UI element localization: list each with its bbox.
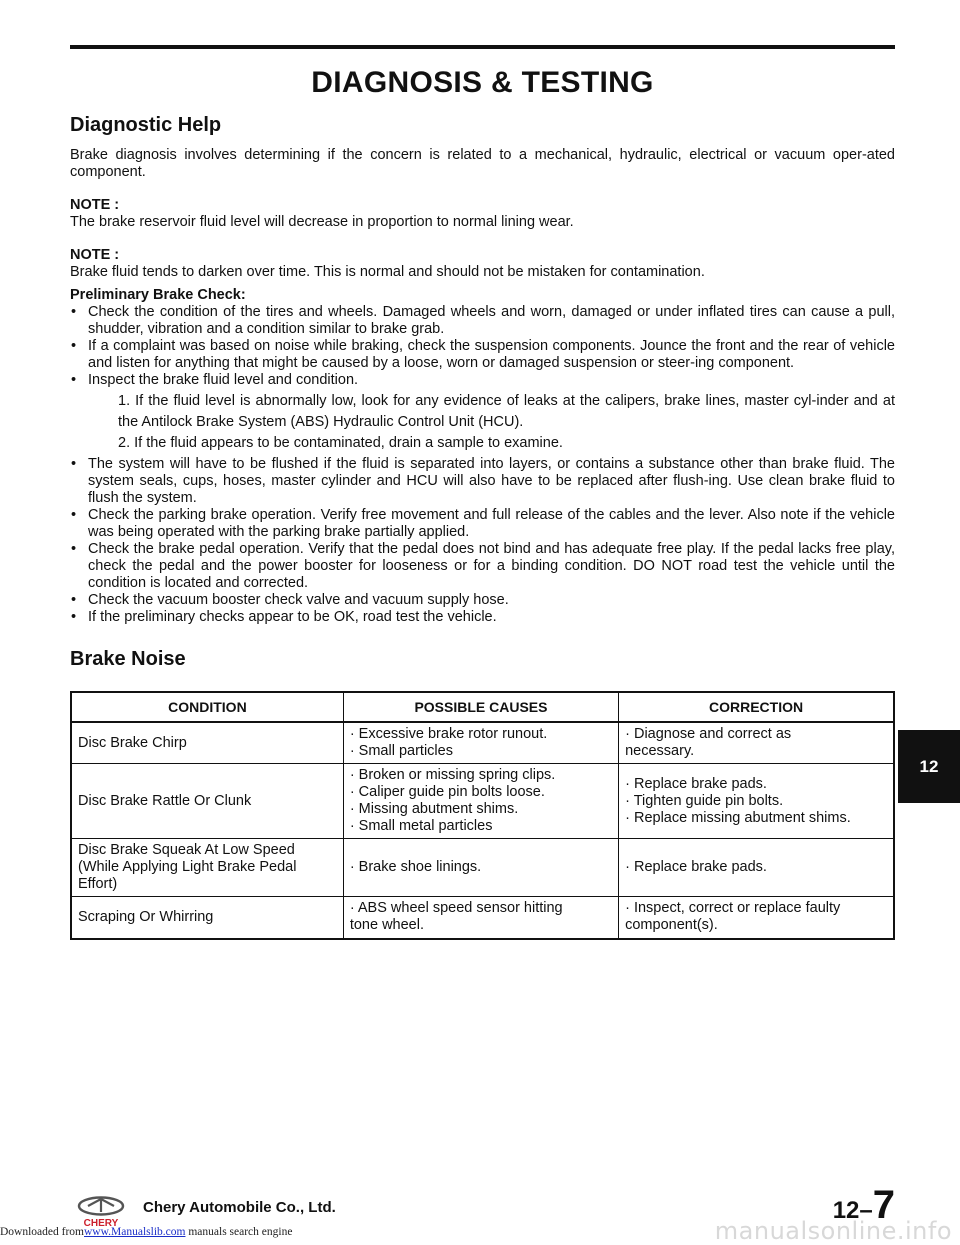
bullet-icon: • (71, 541, 77, 557)
note-text: The brake reservoir fluid level will decrease in proportion to normal lining wear. (70, 214, 574, 230)
main-content (70, 114, 895, 940)
table-row (71, 839, 894, 897)
watermark: manualsonline.info (714, 1217, 952, 1245)
list-item: • Check the vacuum booster check valve and vacuum supply hose. (71, 592, 509, 608)
bullet-icon: • (71, 456, 77, 472)
chapter-tab: 12 (898, 730, 960, 803)
table-header-row (71, 692, 894, 722)
list-item: • The system will have to be flushed if the fluid is separated into layers, or contains a substance other than brake fluid. The system seals, cups, hoses, master cylinder and HCU will also have to be replaced after flush-ing. Use clean brake fluid to flush the system. (71, 456, 895, 506)
download-bar (0, 1226, 292, 1238)
logo-wordmark: CHERY (83, 1218, 119, 1228)
causes-cell: · ABS wheel speed sensor hitting tone wheel. (343, 897, 618, 939)
list-item: • If a complaint was based on noise while braking, check the suspension components. Jounce the front and the rear of vehicle and listen for anything that might be caused by a loose, worn or damaged suspension or steer-ing component. (71, 338, 895, 371)
page-num: 7 (872, 1183, 895, 1227)
table-row (71, 764, 894, 839)
condition-cell: Disc Brake Squeak At Low Speed (While Applying Light Brake Pedal Effort) (71, 839, 343, 897)
bullet-icon: • (71, 338, 77, 354)
company-name: Chery Automobile Co., Ltd. (143, 1199, 336, 1216)
list-item: • Check the brake pedal operation. Verify that the pedal does not bind and has adequate free play. If the pedal lacks free play, check the pedal and the power booster for looseness or for a binding condition. DO NOT road test the vehicle until the condition is located and corrected. (71, 541, 895, 591)
correction-cell: · Replace brake pads. · Tighten guide pin bolts. · Replace missing abutment shims. (619, 764, 894, 839)
list-item: • Inspect the brake fluid level and condition. 1. If the fluid level is abnormally low, look for any evidence of leaks at the calipers, brake lines, master cyl-inder and at the Antilock Brake System (ABS) Hydraulic Control Unit (HCU). 2. If the fluid appears to be contaminated, drain a sample to examine. (70, 372, 895, 454)
preliminary-check-list (70, 304, 895, 626)
preliminary-check-label: Preliminary Brake Check: (70, 287, 246, 303)
download-prefix: Downloaded from (0, 1226, 84, 1238)
bullet-icon: • (71, 372, 77, 388)
causes-cell: · Brake shoe linings. (343, 839, 618, 897)
list-item: • If the preliminary checks appear to be OK, road test the vehicle. (71, 609, 497, 625)
note-label: NOTE : (70, 247, 120, 263)
note-text: Brake fluid tends to darken over time. This is normal and should not be mistaken for contamination. (70, 264, 705, 280)
causes-cell: · Excessive brake rotor runout. · Small particles (343, 722, 618, 764)
substep: 2. If the fluid appears to be contaminated, drain a sample to examine. (118, 435, 563, 451)
correction-cell: · Inspect, correct or replace faulty component(s). (619, 897, 894, 939)
bullet-icon: • (71, 507, 77, 523)
top-rule (70, 45, 895, 49)
column-header: CONDITION (71, 692, 343, 722)
fluid-substeps (118, 391, 895, 454)
correction-cell: · Replace brake pads. (619, 839, 894, 897)
table-row (71, 897, 894, 939)
note-label: NOTE : (70, 197, 120, 213)
diagnostic-help-heading: Diagnostic Help (70, 114, 222, 136)
bullet-icon: • (71, 304, 77, 320)
condition-cell: Disc Brake Rattle Or Clunk (71, 764, 343, 839)
page-title: DIAGNOSIS & TESTING (311, 66, 654, 99)
manualslib-link[interactable]: www.Manualslib.com (84, 1226, 186, 1238)
download-suffix: manuals search engine (185, 1226, 293, 1238)
bullet-icon: • (71, 609, 77, 625)
table-row (71, 722, 894, 764)
note-2 (70, 247, 895, 281)
note-1 (70, 197, 895, 231)
column-header: POSSIBLE CAUSES (343, 692, 618, 722)
brake-noise-table (70, 691, 895, 940)
list-item: • Check the parking brake operation. Verify free movement and full release of the cables and the lever. Also note if the vehicle was being operated with the parking brake partially applied. (71, 507, 895, 540)
bullet-icon: • (71, 592, 77, 608)
condition-cell: Scraping Or Whirring (71, 897, 343, 939)
chapter-prefix: 12– (832, 1197, 873, 1224)
substep: 1. If the fluid level is abnormally low, look for any evidence of leaks at the calipers, brake lines, master cyl-inder and at the Antilock Brake System (ABS) Hydraulic Control Unit (HCU). (118, 393, 895, 430)
column-header: CORRECTION (619, 692, 894, 722)
list-item: • Check the condition of the tires and wheels. Damaged wheels and worn, damaged or under inflated tires can cause a pull, shudder, vibration and a condition similar to brake grab. (71, 304, 895, 337)
condition-cell: Disc Brake Chirp (71, 722, 343, 764)
intro-paragraph: Brake diagnosis involves determining if the concern is related to a mechanical, hydraulic, electrical or vacuum oper-ated component. (70, 147, 895, 180)
chery-logo-icon (74, 1196, 128, 1228)
correction-cell: · Diagnose and correct as necessary. (619, 722, 894, 764)
brake-noise-heading: Brake Noise (70, 648, 186, 670)
causes-cell: · Broken or missing spring clips. · Caliper guide pin bolts loose. · Missing abutment shims. · Small metal particles (343, 764, 618, 839)
